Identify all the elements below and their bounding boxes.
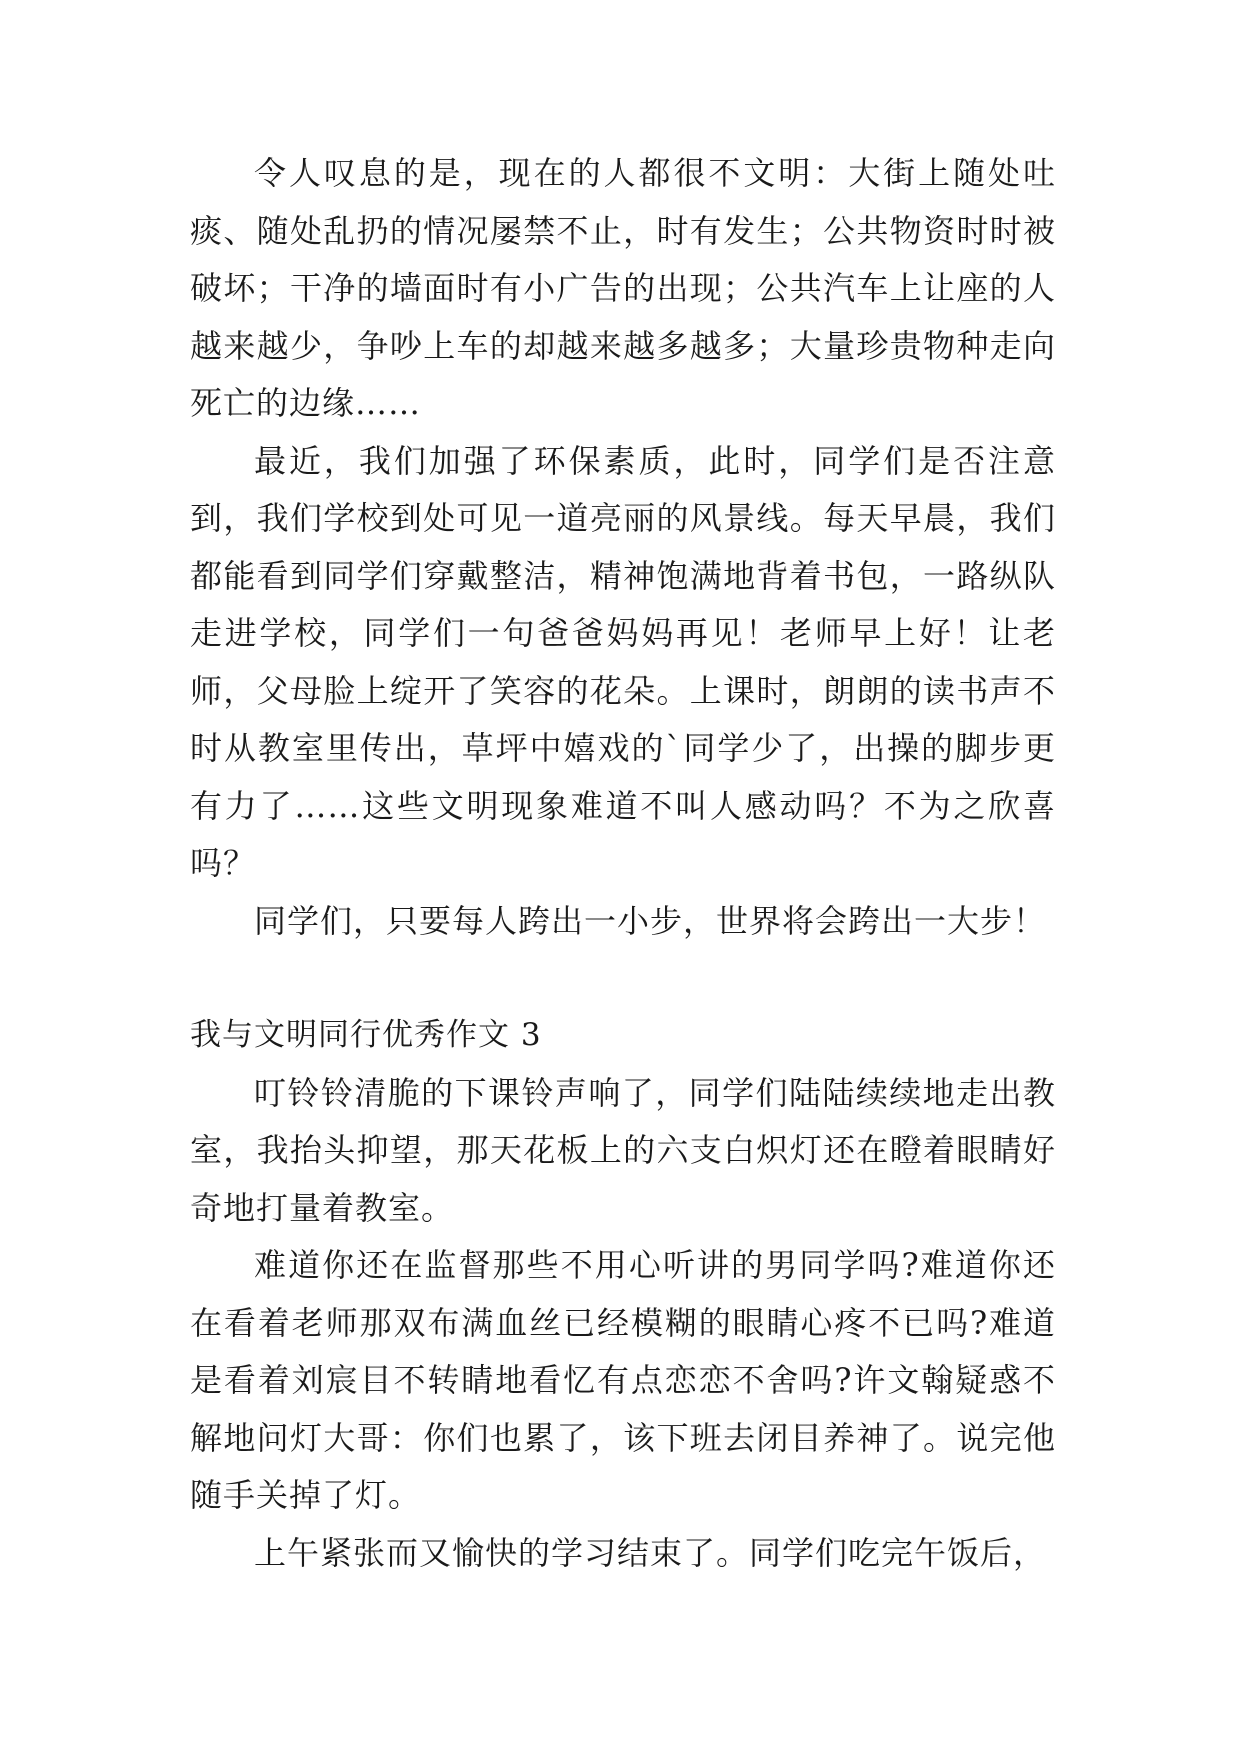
paragraph-small-step: 同学们，只要每人跨出一小步，世界将会跨出一大步！ [254, 901, 1047, 940]
section-gap [190, 950, 1056, 1007]
paragraph-incivility: 令人叹息的是，现在的人都很不文明：大街上随处吐痰、随处乱扔的情况屡禁不止，时有发生；公共物资时时被破坏；干净的墙面时有小广告的出现；公共汽车上让座的人越来越少，争吵上车的却越来越多越多；大量珍贵物种走向死亡的边缘…… [190, 154, 1056, 422]
section-title: 我与文明同行优秀作文 3 [190, 1017, 542, 1053]
paragraph-school-scenery: 最近，我们加强了环保素质，此时，同学们是否注意到，我们学校到处可见一道亮丽的风景线。每天早晨，我们都能看到同学们穿戴整洁，精神饱满地背着书包，一路纵队走进学校，同学们一句爸爸妈妈再见！老师早上好！让老师，父母脸上绽开了笑容的花朵。上课时，朗朗的读书声不时从教室里传出，草坪中嬉戏的`同学少了，出操的脚步更有力了……这些文明现象难道不叫人感动吗？不为之欣喜吗？ [190, 441, 1056, 882]
paragraph-lights: 难道你还在监督那些不用心听讲的男同学吗?难道你还在看着老师那双布满血丝已经模糊的眼睛心疼不已吗?难道是看着刘宸目不转睛地看忆有点恋恋不舍吗?许文翰疑惑不解地问灯大哥：你们也累了，该下班去闭目养神了。说完他随手关掉了灯。 [190, 1246, 1056, 1514]
paragraph-after-lunch: 上午紧张而又愉快的学习结束了。同学们吃完午饭后， [254, 1533, 1047, 1572]
paragraph-bell-rings: 叮铃铃清脆的下课铃声响了，同学们陆陆续续地走出教室，我抬头抑望，那天花板上的六支白炽灯还在瞪着眼睛好奇地打量着教室。 [190, 1073, 1056, 1227]
document-body [190, 145, 1056, 1582]
